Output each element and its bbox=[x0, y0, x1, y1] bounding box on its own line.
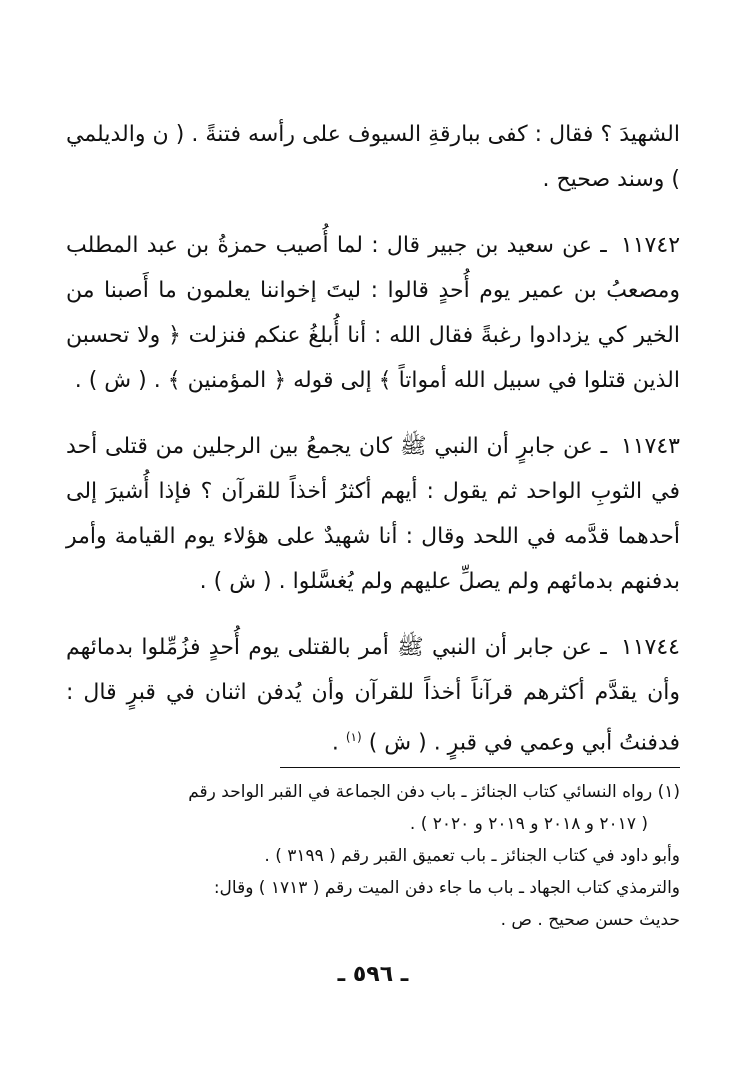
footnote-line: (١) رواه النسائي كتاب الجنائز ـ باب دفن الجماعة في القبر الواحد رقم bbox=[188, 782, 680, 802]
hadith-number: ١١٧٤٣ bbox=[620, 434, 680, 459]
hadith-number: ١١٧٤٤ bbox=[620, 635, 680, 660]
footnote-line: حديث حسن صحيح . ص . bbox=[500, 910, 680, 930]
hadith-text: ـ عن جابر أن النبي ﷺ أمر بالقتلى يوم أُحدٍ فزُمِّلوا بدمائهم وأن يقدَّم أكثرهم قرآناً أخذاً للقرآن وأن يُدفن اثنان في قبرٍ قال : فدفنتُ أبي وعمي في قبرٍ . ( ش ) bbox=[66, 635, 680, 756]
footnote-line: وأبو داود في كتاب الجنائز ـ باب تعميق القبر رقم ( ٣١٩٩ ) . bbox=[264, 846, 680, 866]
footnote-line: ( ٢٠١٧ و ٢٠١٨ و ٢٠١٩ و ٢٠٢٠ ) . bbox=[409, 814, 648, 834]
hadith-11742 bbox=[66, 223, 680, 403]
footnote-line: والترمذي كتاب الجهاد ـ باب ما جاء دفن الميت رقم ( ١٧١٣ ) وقال: bbox=[213, 878, 680, 898]
hadith-continuation bbox=[66, 112, 680, 202]
main-text bbox=[66, 112, 680, 765]
page-number: ـ ٥٩٦ ـ bbox=[337, 962, 409, 987]
footnote-divider bbox=[280, 767, 680, 768]
hadith-number: ١١٧٤٢ bbox=[620, 233, 681, 258]
hadith-text: ـ عن سعيد بن جبير قال : لما أُصيب حمزةُ بن عبد المطلب ومصعبُ بن عمير يوم أُحدٍ قالوا : ليتَ إخواننا يعلمون ما أَصبنا من الخير كي يزدادوا رغبةً فقال الله : أنا أُبلغُ عنكم فنزلت ﴿ ولا تحسبن الذين قتلوا في سبيل الله أمواتاً ﴾ إلى قوله ﴿ المؤمنين ﴾ . ( ش ) . bbox=[66, 233, 680, 393]
hadith-11744 bbox=[66, 625, 680, 765]
footnote-marker: (١) bbox=[345, 730, 362, 744]
hadith-text: ـ عن جابرٍ أن النبي ﷺ كان يجمعُ بين الرجلين من قتلى أحد في الثوبِ الواحد ثم يقول : أيهم أكثرُ أخذاً للقرآن ؟ فإذا أُشيرَ إلى أحدهما قدَّمه في اللحد وقال : أنا شهيدٌ على هؤلاء يوم القيامة وأمر بدفنهم بدمائهم ولم يصلِّ عليهم ولم يُغسَّلوا . ( ش ) . bbox=[66, 434, 680, 594]
footnotes bbox=[66, 776, 680, 936]
hadith-11743 bbox=[66, 424, 680, 604]
hadith-end: . bbox=[331, 730, 339, 756]
hadith-text: الشهيدَ ؟ فقال : كفى ببارقةِ السيوف على رأسه فتنةً . ( ن والديلمي ) وسند صحيح . bbox=[66, 122, 680, 192]
